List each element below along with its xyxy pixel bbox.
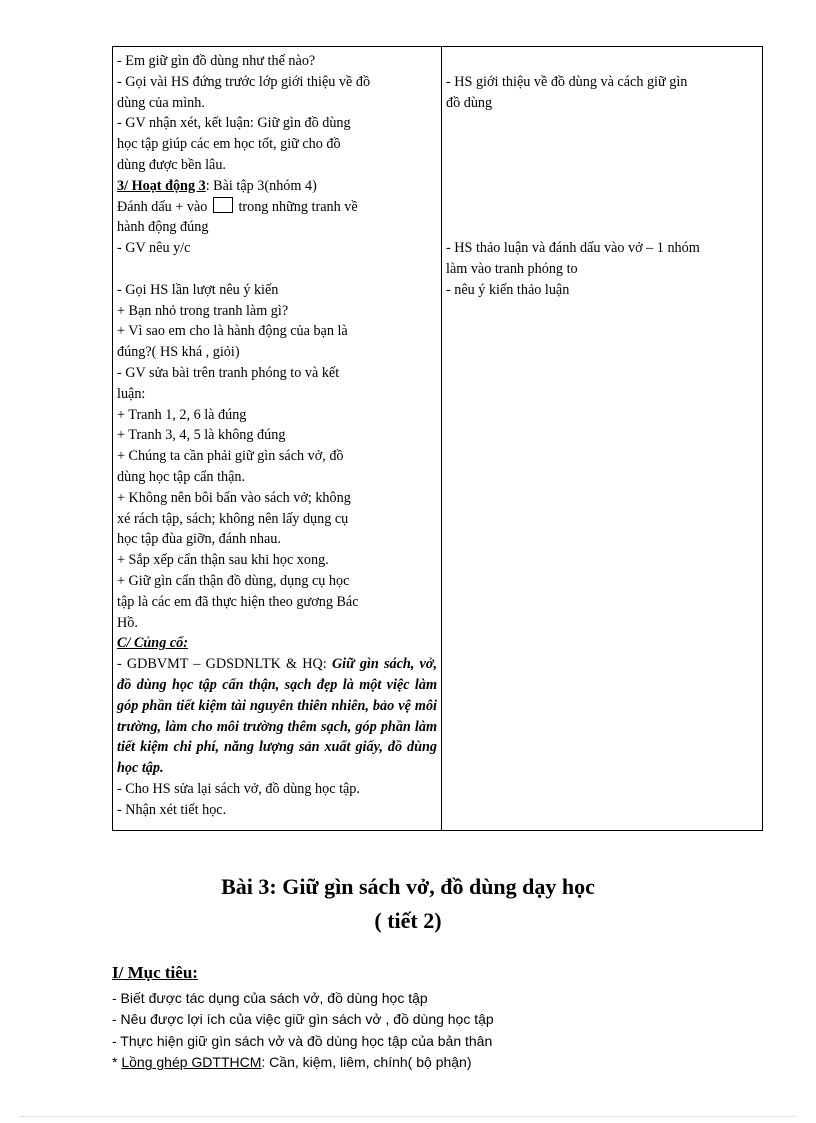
text-line: - nêu ý kiến thảo luận	[446, 281, 570, 298]
lesson-activity-table	[112, 46, 763, 831]
text-line: + Chúng ta cần phải giữ gìn sách vở, đồ	[117, 448, 344, 465]
text-line: + Vì sao em cho là hành động của bạn là	[117, 323, 348, 340]
page-bottom-divider	[20, 1116, 796, 1117]
objective-item: - Thực hiện giữ gìn sách vở và đồ dùng học tập của bản thân	[112, 1032, 493, 1049]
marking-text-after: trong những tranh về	[238, 198, 358, 215]
text-line: + Giữ gìn cẩn thận đồ dùng, dụng cụ học	[117, 572, 350, 589]
spacer	[446, 176, 758, 197]
text-line: hành động đúng	[117, 219, 209, 236]
objectives-heading: I/ Mục tiêu:	[112, 963, 198, 982]
integration-label: Lồng ghép GDTTHCM	[121, 1054, 262, 1070]
activity-3-description: : Bài tập 3(nhóm 4)	[205, 177, 317, 194]
text-line: luận:	[117, 385, 146, 402]
spacer	[446, 113, 758, 134]
text-line: học tập đùa giỡn, đánh nhau.	[117, 531, 281, 548]
text-line: - Em giữ gìn đồ dùng như thế nào?	[117, 53, 316, 69]
text-line: Hồ.	[117, 614, 138, 631]
text-line: làm vào tranh phóng to	[446, 260, 578, 277]
text-line: xé rách tập, sách; không nên lấy dụng cụ	[117, 510, 349, 527]
environment-education-prefix: - GDBVMT – GDSDNLTK & HQ:	[117, 656, 332, 673]
environment-education-message: Giữ gìn sách, vở, đồ dùng học tập cẩn thận, sạch đẹp là một việc làm góp phần tiết kiệm tài nguyên thiên nhiên, bảo vệ môi trường, làm cho môi trường thêm sạch, góp phần làm tiết kiệm chi phí, năng lượng sản xuất giấy, đồ dùng học tập.	[117, 656, 437, 777]
spacer	[446, 51, 758, 72]
text-line: + Tranh 1, 2, 6 là đúng	[117, 406, 247, 423]
integration-prefix: *	[112, 1054, 122, 1070]
spacer	[117, 259, 437, 280]
integration-note	[112, 1052, 772, 1074]
spacer	[446, 155, 758, 176]
text-line: + Không nên bôi bẩn vào sách vở; không	[117, 489, 351, 506]
student-activities-cell	[442, 47, 763, 831]
consolidation-heading: C/ Củng cố:	[117, 635, 188, 652]
text-line: - GV sửa bài trên tranh phóng to và kết	[117, 364, 340, 381]
spacer	[446, 217, 758, 238]
objective-item: - Nêu được lợi ích của việc giữ gìn sách vở , đồ dùng học tập	[112, 1011, 494, 1027]
text-line: dùng được bền lâu.	[117, 156, 226, 173]
table-row	[113, 47, 763, 831]
text-line: - Cho HS sửa lại sách vở, đồ dùng học tập.	[117, 780, 360, 797]
spacer	[446, 134, 758, 155]
environment-education-note	[117, 654, 437, 779]
text-line: + Sắp xếp cẩn thận sau khi học xong.	[117, 552, 329, 569]
activity-3-heading	[117, 176, 437, 197]
objectives-section	[112, 962, 772, 1074]
text-line: dùng của mình.	[117, 94, 205, 111]
checkbox-square-icon	[213, 197, 233, 213]
text-line: đồ dùng	[446, 94, 493, 111]
lesson-title: Bài 3: Giữ gìn sách vở, đồ dùng dạy học	[221, 874, 595, 899]
activity-3-label: 3/ Hoạt động 3	[117, 177, 206, 194]
text-line: - HS giới thiệu về đồ dùng và cách giữ gìn	[446, 73, 688, 90]
text-line: - Nhận xét tiết học.	[117, 801, 227, 818]
text-line: - GV nêu y/c	[117, 240, 191, 257]
spacer	[446, 197, 758, 218]
text-line: + Bạn nhỏ trong tranh làm gì?	[117, 302, 289, 319]
teacher-activities-cell	[113, 47, 442, 831]
lesson-subtitle: ( tiết 2)	[374, 908, 442, 933]
integration-detail: : Cần, kiệm, liêm, chính( bộ phận)	[261, 1054, 472, 1070]
text-line: đúng?( HS khá , giỏi)	[117, 344, 240, 361]
text-line: - HS thảo luận và đánh dấu vào vở – 1 nhóm	[446, 240, 700, 257]
marking-instruction	[117, 197, 437, 218]
text-line: + Tranh 3, 4, 5 là không đúng	[117, 427, 286, 444]
text-line: - Gọi vài HS đứng trước lớp giới thiệu về đồ	[117, 73, 371, 90]
marking-text-before: Đánh dấu + vào	[117, 198, 208, 215]
text-line: - GV nhận xét, kết luận: Giữ gìn đồ dùng	[117, 115, 351, 132]
text-line: học tập giúp các em học tốt, giữ cho đồ	[117, 136, 341, 153]
text-line: dùng học tập cẩn thận.	[117, 468, 246, 485]
text-line: tập là các em đã thực hiện theo gương Bác	[117, 593, 359, 610]
objective-item: - Biết được tác dụng của sách vở, đồ dùng học tập	[112, 989, 428, 1006]
text-line: - Gọi HS lần lượt nêu ý kiến	[117, 281, 279, 298]
